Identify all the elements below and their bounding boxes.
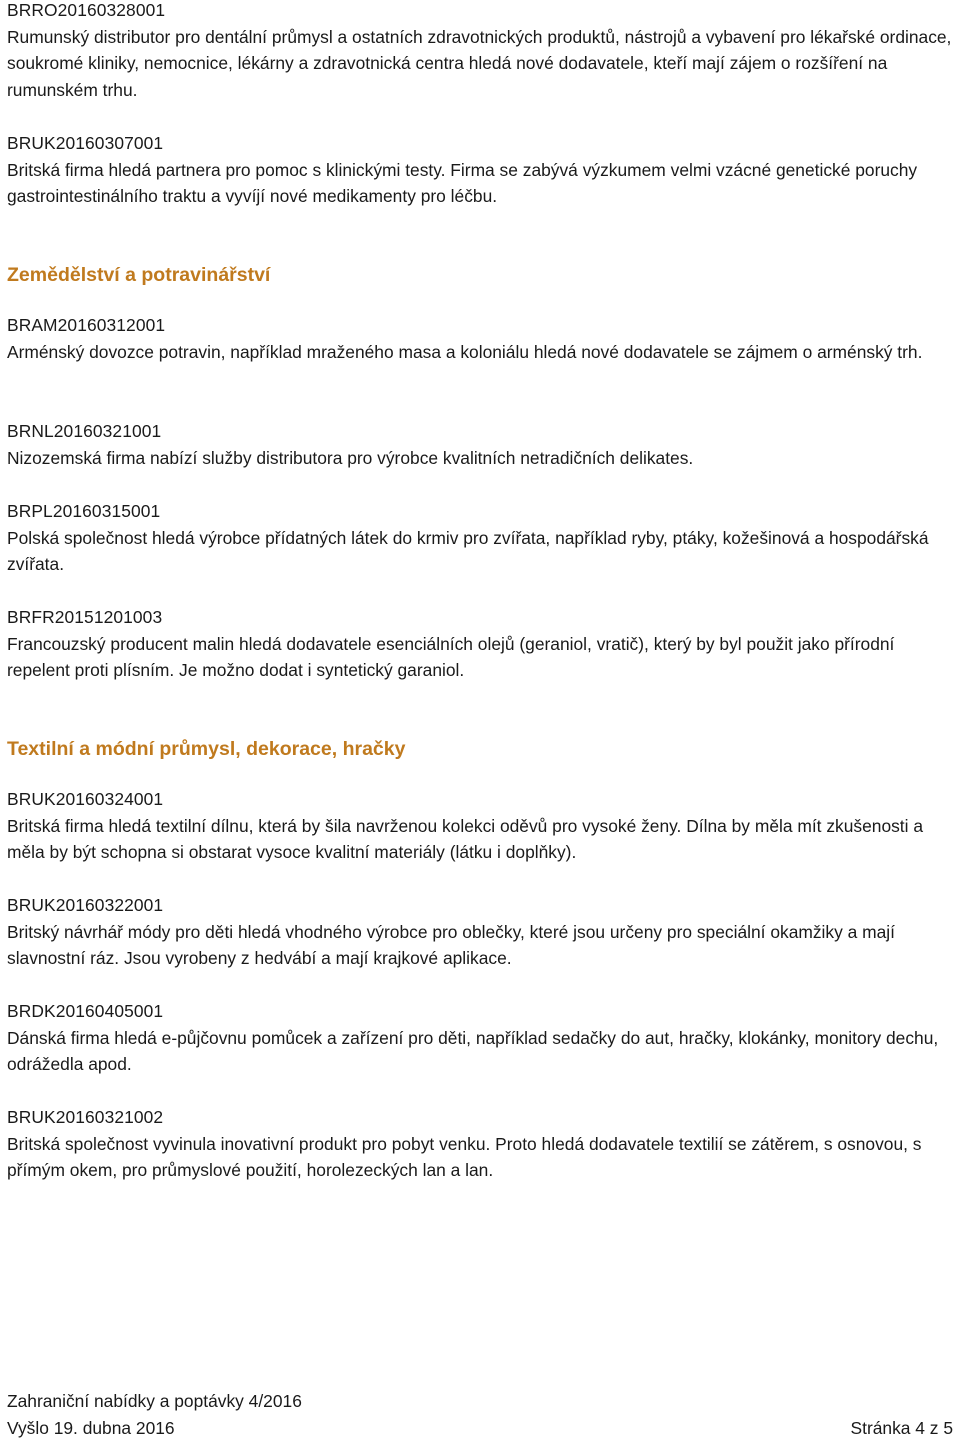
entry-text: Dánská firma hledá e-půjčovnu pomůcek a zařízení pro děti, například sedačky do aut, hračky, klokánky, monitory dechu, odrážedla apod. [7,1027,939,1074]
footer-issued-date: Vyšlo 19. dubna 2016 [7,1418,175,1438]
request-entry [7,130,955,210]
entry-text: Britská firma hledá partnera pro pomoc s klinickými testy. Firma se zabývá výzkumem velmi vzácné genetické poruchy gastrointestinálního traktu a vyvíjí nové medikamenty pro léčbu. [7,159,918,206]
entry-text: Britská společnost vyvinula inovativní produkt pro pobyt venku. Proto hledá dodavatele textilií se zátěrem, s osnovou, s přímým okem, pro průmyslové použití, horolezeckých lan a lan. [7,1133,922,1180]
section-heading: Textilní a módní průmysl, dekorace, hračky [7,738,406,760]
entry-text: Polská společnost hledá výrobce přídatných látek do krmiv pro zvířata, například ryby, ptáky, kožešinová a hospodářská zvířata. [7,527,929,574]
request-entry [7,498,955,578]
section-heading: Zemědělství a potravinářství [7,264,271,286]
request-entry [7,998,955,1078]
footer-row [7,1415,953,1441]
footer-publication: Zahraniční nabídky a poptávky 4/2016 [7,1391,302,1411]
request-entry [7,418,955,471]
entry-code: BRRO20160328001 [7,0,166,20]
request-entry [7,312,955,365]
entry-code: BRNL20160321001 [7,421,162,441]
entry-text: Rumunský distributor pro dentální průmysl a ostatních zdravotnických produktů, nástrojů a vybavení pro lékařské ordinace, soukromé kliniky, nemocnice, lékárny a zdravotnická centra hledá nové dodavatele, kteří mají zájem o rozšíření na rumunském trhu. [7,26,952,100]
entry-text: Arménský dovozce potravin, například mraženého masa a koloniálu hledá nové dodavatele se zájmem o arménský trh. [7,341,923,362]
entry-code: BRUK20160324001 [7,789,164,809]
entry-text: Britský návrhář módy pro děti hledá vhodného výrobce pro oblečky, které jsou určeny pro speciální okamžiky a mají slavnostní ráz. Jsou vyrobeny z hedvábí a mají krajkové aplikace. [7,921,895,968]
request-entry [7,604,955,684]
entry-code: BRDK20160405001 [7,1001,164,1021]
entry-code: BRUK20160322001 [7,895,164,915]
request-entry [7,0,955,103]
entry-text: Francouzský producent malin hledá dodavatele esenciálních olejů (geraniol, vratič), který by byl použit jako přírodní repelent proti plísním. Je možno dodat i syntetický garaniol. [7,633,895,680]
request-entry [7,1104,955,1184]
entry-code: BRPL20160315001 [7,501,161,521]
entry-code: BRAM20160312001 [7,315,166,335]
request-entry [7,786,955,866]
entry-code: BRUK20160307001 [7,133,164,153]
entry-code: BRFR20151201003 [7,607,163,627]
request-entry [7,892,955,972]
entry-code: BRUK20160321002 [7,1107,164,1127]
entry-text: Britská firma hledá textilní dílnu, která by šila navrženou kolekci oděvů pro vysoké ženy. Dílna by měla mít zkušenosti a měla by být schopna si obstarat vysoce kvalitní materiály (látku i doplňky). [7,815,924,862]
footer-page-number: Stránka 4 z 5 [850,1418,953,1438]
entry-text: Nizozemská firma nabízí služby distributora pro výrobce kvalitních netradičních delikates. [7,447,694,468]
